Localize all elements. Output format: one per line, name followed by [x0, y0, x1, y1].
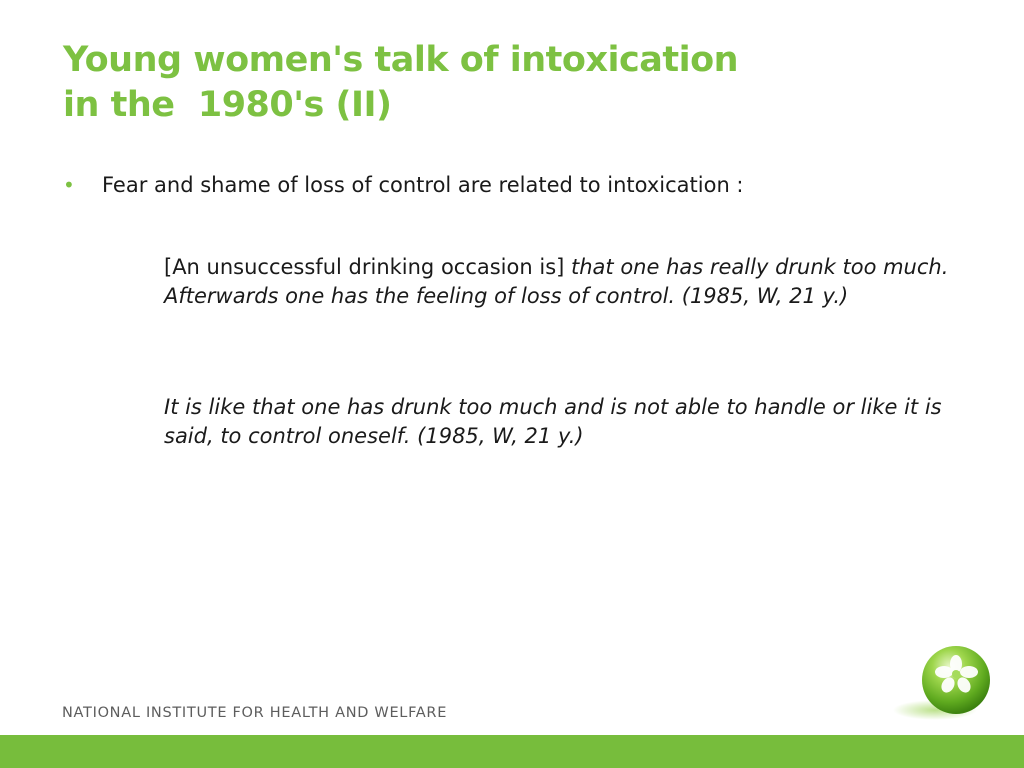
footer-bar	[0, 735, 1024, 768]
quote-1-italic: that one has really drunk too much. Afterwards one has the feeling of loss of control. (1985, W, 21 y.)	[164, 255, 949, 308]
quote-1	[164, 253, 964, 311]
quote-2	[164, 393, 964, 451]
quote-2-italic: It is like that one has drunk too much and is not able to handle or like it is said, to control oneself. (1985, W, 21 y.)	[164, 395, 942, 448]
quote-1-plain: [An unsuccessful drinking occasion is]	[164, 255, 571, 279]
bullet-text: Fear and shame of loss of control are related to intoxication :	[102, 173, 744, 197]
slide-title-line-1: Young women's talk of intoxication	[63, 40, 739, 80]
green-sphere-flower-icon	[890, 640, 1000, 730]
bullet-marker: •	[63, 173, 75, 197]
slide-title-line-2: in the 1980's (II)	[63, 85, 392, 125]
slide-title	[63, 38, 738, 128]
footer-organization-name: NATIONAL INSTITUTE FOR HEALTH AND WELFARE	[62, 705, 448, 721]
